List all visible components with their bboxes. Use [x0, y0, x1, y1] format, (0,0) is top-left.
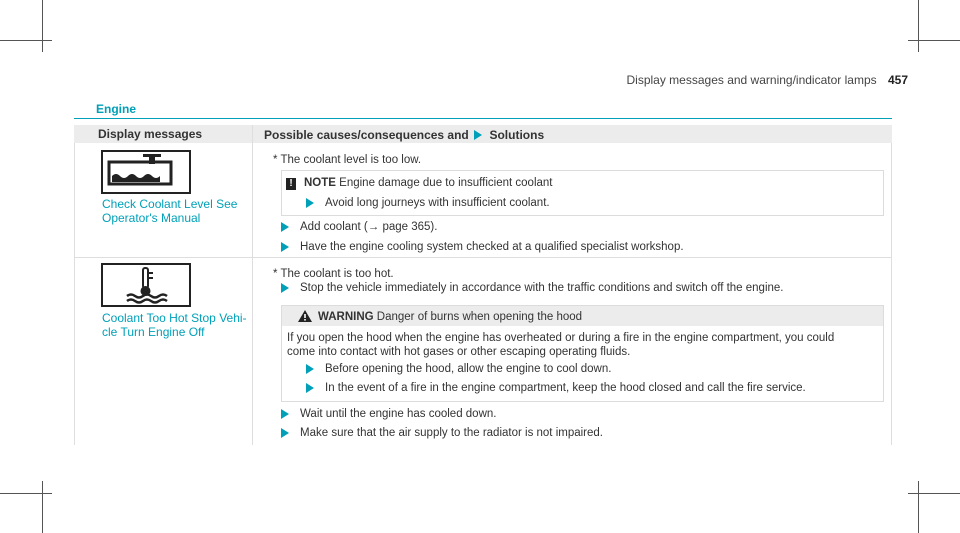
section-title: Engine	[96, 102, 137, 116]
crop-mark	[918, 0, 919, 52]
message-line: Check Coolant Level See	[102, 197, 238, 211]
column-header-solutions-text: Solutions	[489, 128, 545, 142]
warning-triangle-icon	[298, 310, 312, 322]
crop-mark	[0, 493, 52, 494]
arrow-icon	[306, 198, 314, 208]
messages-table	[74, 125, 892, 445]
message-coolant-too-hot	[102, 311, 252, 339]
coolant-level-svg	[103, 152, 189, 192]
solution-step: Have the engine cooling system checked at a qualified specialist workshop.	[300, 241, 684, 253]
warning-box	[281, 305, 884, 402]
arrow-icon	[306, 364, 314, 374]
message-line: cle Turn Engine Off	[102, 325, 205, 339]
section-rule	[74, 118, 892, 119]
arrow-icon	[281, 409, 289, 419]
crop-mark	[908, 493, 960, 494]
note-label: NOTE	[304, 177, 336, 189]
warning-text: come into contact with hot gases or other escaping operating fluids.	[287, 346, 631, 358]
crop-mark	[918, 481, 919, 533]
warning-heading	[318, 310, 582, 324]
running-header	[627, 73, 909, 87]
table-header	[74, 125, 892, 143]
crop-mark	[42, 0, 43, 52]
note-box	[281, 170, 884, 216]
crop-mark	[908, 40, 960, 41]
solution-step: Make sure that the air supply to the radiator is not impaired.	[300, 427, 603, 439]
message-line: Operator's Manual	[102, 211, 201, 225]
arrow-icon	[281, 242, 289, 252]
message-check-coolant	[102, 197, 252, 225]
column-header-messages: Display messages	[98, 127, 203, 141]
arrow-icon	[281, 428, 289, 438]
warning-step: Before opening the hood, allow the engine to cool down.	[325, 363, 612, 375]
solution-step: Stop the vehicle immediately in accordance with the traffic conditions and switch off the engine.	[300, 282, 784, 294]
column-header-causes	[264, 128, 544, 142]
crop-mark	[42, 481, 43, 533]
note-step: Avoid long journeys with insufficient coolant.	[325, 197, 550, 209]
solution-step: Wait until the engine has cooled down.	[300, 408, 497, 420]
arrow-icon	[281, 283, 289, 293]
page-number: 457	[887, 73, 908, 87]
arrow-icon	[281, 222, 289, 232]
message-line: Coolant Too Hot Stop Vehi-	[102, 311, 247, 325]
header-title: Display messages and warning/indicator lamps	[626, 73, 877, 87]
warning-title: Danger of burns when opening the hood	[376, 311, 583, 323]
note-text: Engine damage due to insufficient coolant	[339, 177, 553, 189]
table-border	[74, 143, 75, 445]
column-header-causes-text: Possible causes/consequences and	[264, 128, 469, 142]
crop-mark	[0, 40, 52, 41]
arrow-icon	[306, 383, 314, 393]
warning-text: If you open the hood when the engine has overheated or during a fire in the engine compartment, you could	[287, 332, 835, 344]
cause-text: * The coolant is too hot.	[273, 268, 394, 280]
warning-label: WARNING	[318, 311, 374, 323]
arrow-icon	[474, 130, 482, 140]
coolant-temperature-svg	[103, 265, 189, 305]
table-border	[891, 143, 892, 445]
cause-text: * The coolant level is too low.	[273, 154, 422, 166]
exclamation-icon: !	[286, 178, 296, 190]
row-divider	[74, 257, 892, 258]
column-divider	[252, 125, 253, 445]
coolant-level-icon	[101, 150, 191, 194]
solution-step: Add coolant (→ page 365).	[300, 221, 438, 233]
note-heading	[304, 176, 553, 190]
warning-step: In the event of a fire in the engine compartment, keep the hood closed and call the fire service.	[325, 382, 806, 394]
coolant-temperature-icon	[101, 263, 191, 307]
